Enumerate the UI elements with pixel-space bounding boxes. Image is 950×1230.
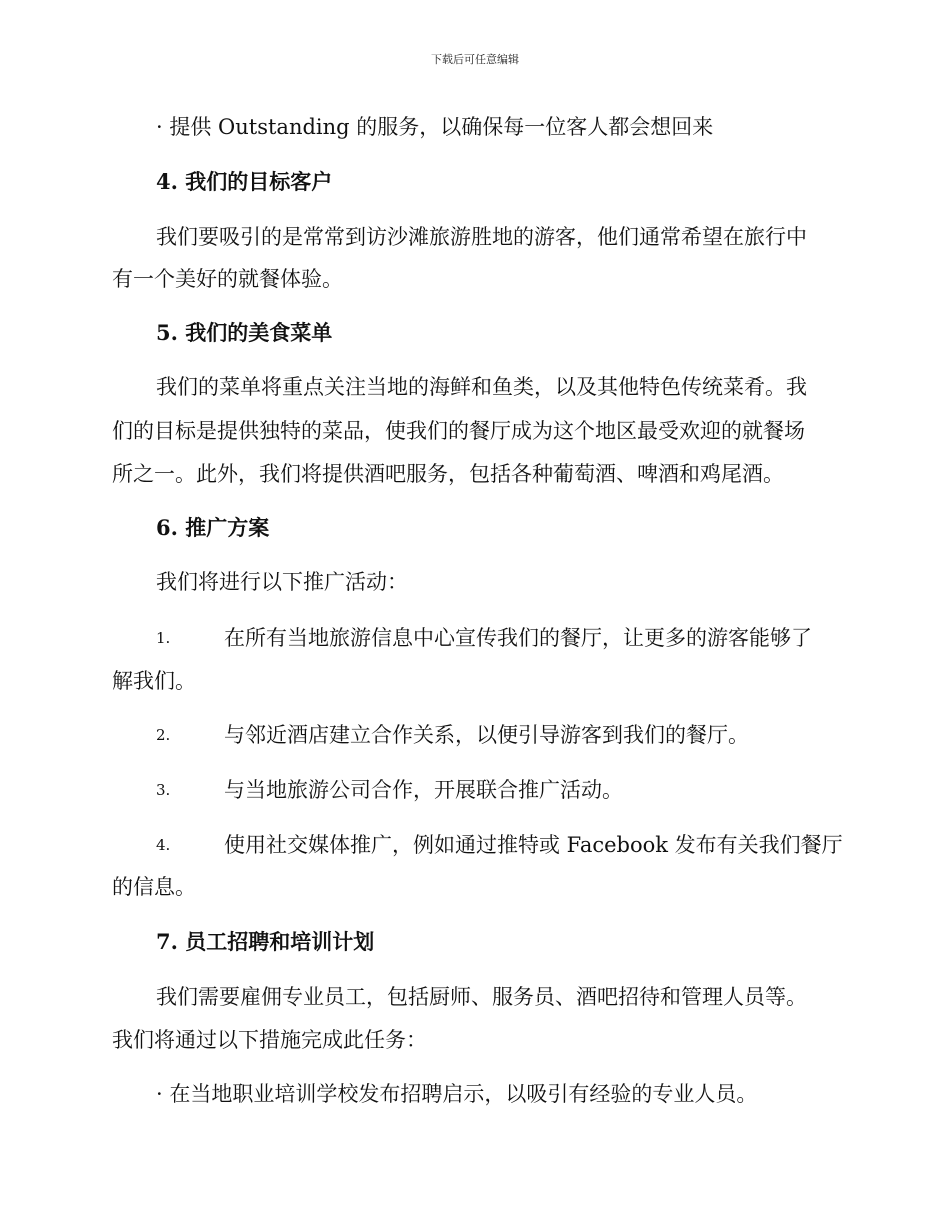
list-number-4: 4. [156,836,171,854]
list-item-1-cont: 解我们。 [112,669,196,693]
list-number-1: 1. [156,629,171,647]
section-4-para-line-1: 我们要吸引的是常常到访沙滩旅游胜地的游客，他们通常希望在旅行中 [156,225,807,249]
list-item-4-text: 使用社交媒体推广，例如通过推特或 Facebook 发布有关我们餐厅 [224,833,843,857]
section-5-heading: 5. 我们的美食菜单 [156,320,333,345]
section-5-para-line-1: 我们的菜单将重点关注当地的海鲜和鱼类，以及其他特色传统菜肴。我 [156,375,807,399]
section-7-para-line-2: 我们将通过以下措施完成此任务： [112,1028,427,1052]
section-7-bullet: · 在当地职业培训学校发布招聘启示，以吸引有经验的专业人员。 [156,1082,758,1106]
section-4-heading: 4. 我们的目标客户 [156,169,333,194]
list-item-1-text: 在所有当地旅游信息中心宣传我们的餐厅，让更多的游客能够了 [224,626,812,650]
list-item-3-text: 与当地旅游公司合作，开展联合推广活动。 [224,778,623,802]
list-item-2-text: 与邻近酒店建立合作关系，以便引导游客到我们的餐厅。 [224,723,749,747]
bullet-intro: · 提供 Outstanding 的服务，以确保每一位客人都会想回来 [156,115,714,139]
section-7-para-line-1: 我们需要雇佣专业员工，包括厨师、服务员、酒吧招待和管理人员等。 [156,985,807,1009]
section-5-para-line-3: 所之一。此外，我们将提供酒吧服务，包括各种葡萄酒、啤酒和鸡尾酒。 [112,462,784,486]
section-4-para-line-2: 有一个美好的就餐体验。 [112,267,343,291]
section-5-para-line-2: 们的目标是提供独特的菜品，使我们的餐厅成为这个地区最受欢迎的就餐场 [112,419,805,443]
section-6-heading: 6. 推广方案 [156,515,270,540]
section-7-heading: 7. 员工招聘和培训计划 [156,929,375,954]
section-6-intro: 我们将进行以下推广活动： [156,570,408,594]
list-number-2: 2. [156,726,171,744]
list-item-4-cont: 的信息。 [112,875,196,899]
page-header: 下载后可任意编辑 [431,53,519,66]
list-number-3: 3. [156,781,171,799]
